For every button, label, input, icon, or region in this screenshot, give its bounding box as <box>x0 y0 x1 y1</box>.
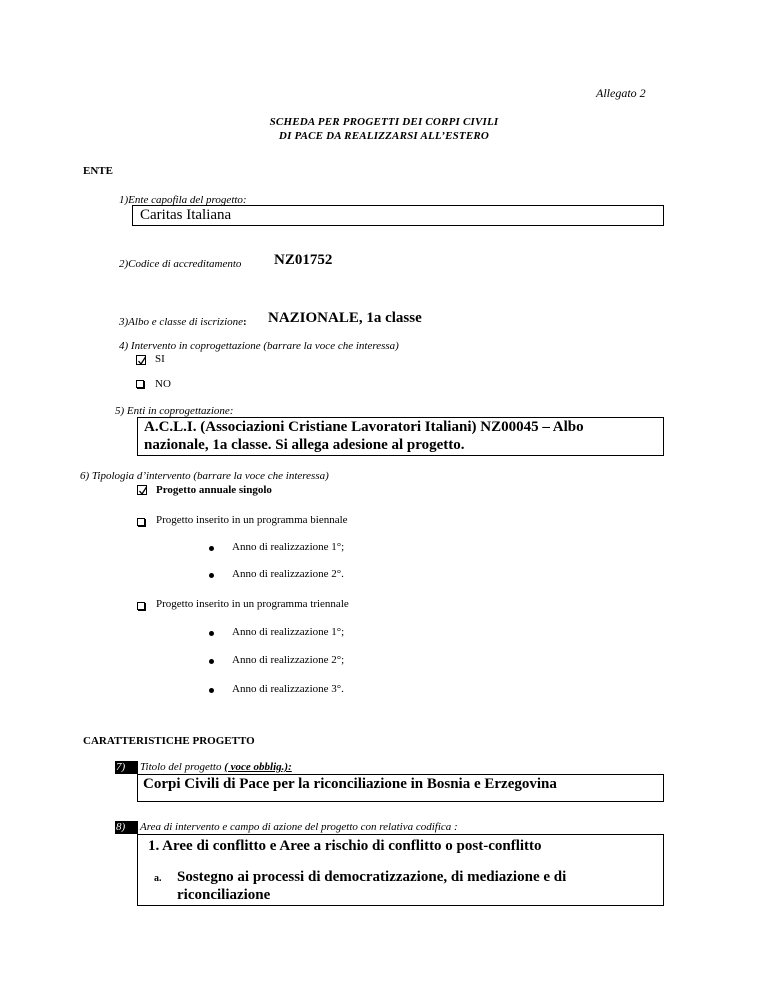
q4-si-checkbox[interactable] <box>136 355 146 365</box>
q5-answer-box <box>137 417 664 456</box>
bullet-icon <box>209 688 214 693</box>
checkmark-icon <box>137 356 147 366</box>
q7-value: Corpi Civili di Pace per la riconciliazione in Bosnia e Erzegovina <box>143 776 557 792</box>
q5-value-line1: A.C.L.I. (Associazioni Cristiane Lavoratori Italiani) NZ00045 – Albo <box>144 419 584 435</box>
q8-area: 1. Aree di conflitto e Aree a rischio di conflitto o post-conflitto <box>148 838 542 854</box>
q7-note: ( voce obblig.): <box>224 761 292 773</box>
q6-triennale-checkbox[interactable] <box>137 602 145 610</box>
q6-triennale-label: Progetto inserito in un programma triennale <box>156 598 349 610</box>
q5-value-line2: nazionale, 1a classe. Si allega adesione al progetto. <box>144 437 465 453</box>
triennale-year-3: Anno di realizzazione 3°. <box>232 683 344 695</box>
bullet-icon <box>209 546 214 551</box>
q5-label: 5) Enti in coprogettazione: <box>115 405 234 417</box>
q3-value: NAZIONALE, 1a classe <box>268 310 422 326</box>
biennale-year-2: Anno di realizzazione 2°. <box>232 568 344 580</box>
form-title-line1: SCHEDA PER PROGETTI DEI CORPI CIVILI <box>269 116 499 128</box>
q3-row <box>119 316 247 328</box>
q6-annuale-checkbox[interactable] <box>137 485 147 495</box>
q2-value: NZ01752 <box>274 252 333 268</box>
bullet-icon <box>209 573 214 578</box>
q4-si-label: SI <box>155 353 165 365</box>
checkmark-icon <box>138 486 148 496</box>
q7-answer-box <box>137 774 664 802</box>
triennale-year-2: Anno di realizzazione 2°; <box>232 654 345 666</box>
q4-no-checkbox[interactable] <box>136 380 144 388</box>
q6-biennale-checkbox[interactable] <box>137 518 145 526</box>
section-heading-ente: ENTE <box>83 165 113 177</box>
q8-number: 8) <box>115 821 138 834</box>
q8-sub-line1: Sostegno ai processi di democratizzazione, di mediazione e di <box>177 869 567 885</box>
q8-label: Area di intervento e campo di azione del progetto con relativa codifica : <box>140 821 458 833</box>
q1-value: Caritas Italiana <box>140 207 232 223</box>
bullet-icon <box>209 631 214 636</box>
form-title-line2: DI PACE DA REALIZZARSI ALL’ESTERO <box>278 130 490 142</box>
q8-sub-line2: riconciliazione <box>177 887 271 903</box>
q7-label-row <box>140 761 292 773</box>
section-heading-caratteristiche: CARATTERISTICHE PROGETTO <box>83 735 255 747</box>
bullet-icon <box>209 659 214 664</box>
q8-sub-letter: a. <box>154 873 162 884</box>
q4-label: 4) Intervento in coprogettazione (barrare la voce che interessa) <box>119 340 399 352</box>
q2-label: 2)Codice di accreditamento <box>119 258 242 270</box>
biennale-year-1: Anno di realizzazione 1°; <box>232 541 345 553</box>
triennale-year-1: Anno di realizzazione 1°; <box>232 626 345 638</box>
q3-label: 3)Albo e classe di iscrizione <box>119 316 244 328</box>
q4-no-label: NO <box>155 378 171 390</box>
q6-label: 6) Tipologia d’intervento (barrare la voce che interessa) <box>80 470 329 482</box>
q6-biennale-label: Progetto inserito in un programma biennale <box>156 514 348 526</box>
q7-number: 7) <box>115 761 138 774</box>
q6-annuale-label: Progetto annuale singolo <box>156 484 272 496</box>
q8-answer-box <box>137 834 664 906</box>
q3-colon: : <box>243 316 247 328</box>
q7-label: Titolo del progetto <box>140 761 222 773</box>
q1-label: 1)Ente capofila del progetto: <box>119 194 247 206</box>
attachment-label: Allegato 2 <box>596 86 646 100</box>
q1-answer-box <box>132 205 664 226</box>
